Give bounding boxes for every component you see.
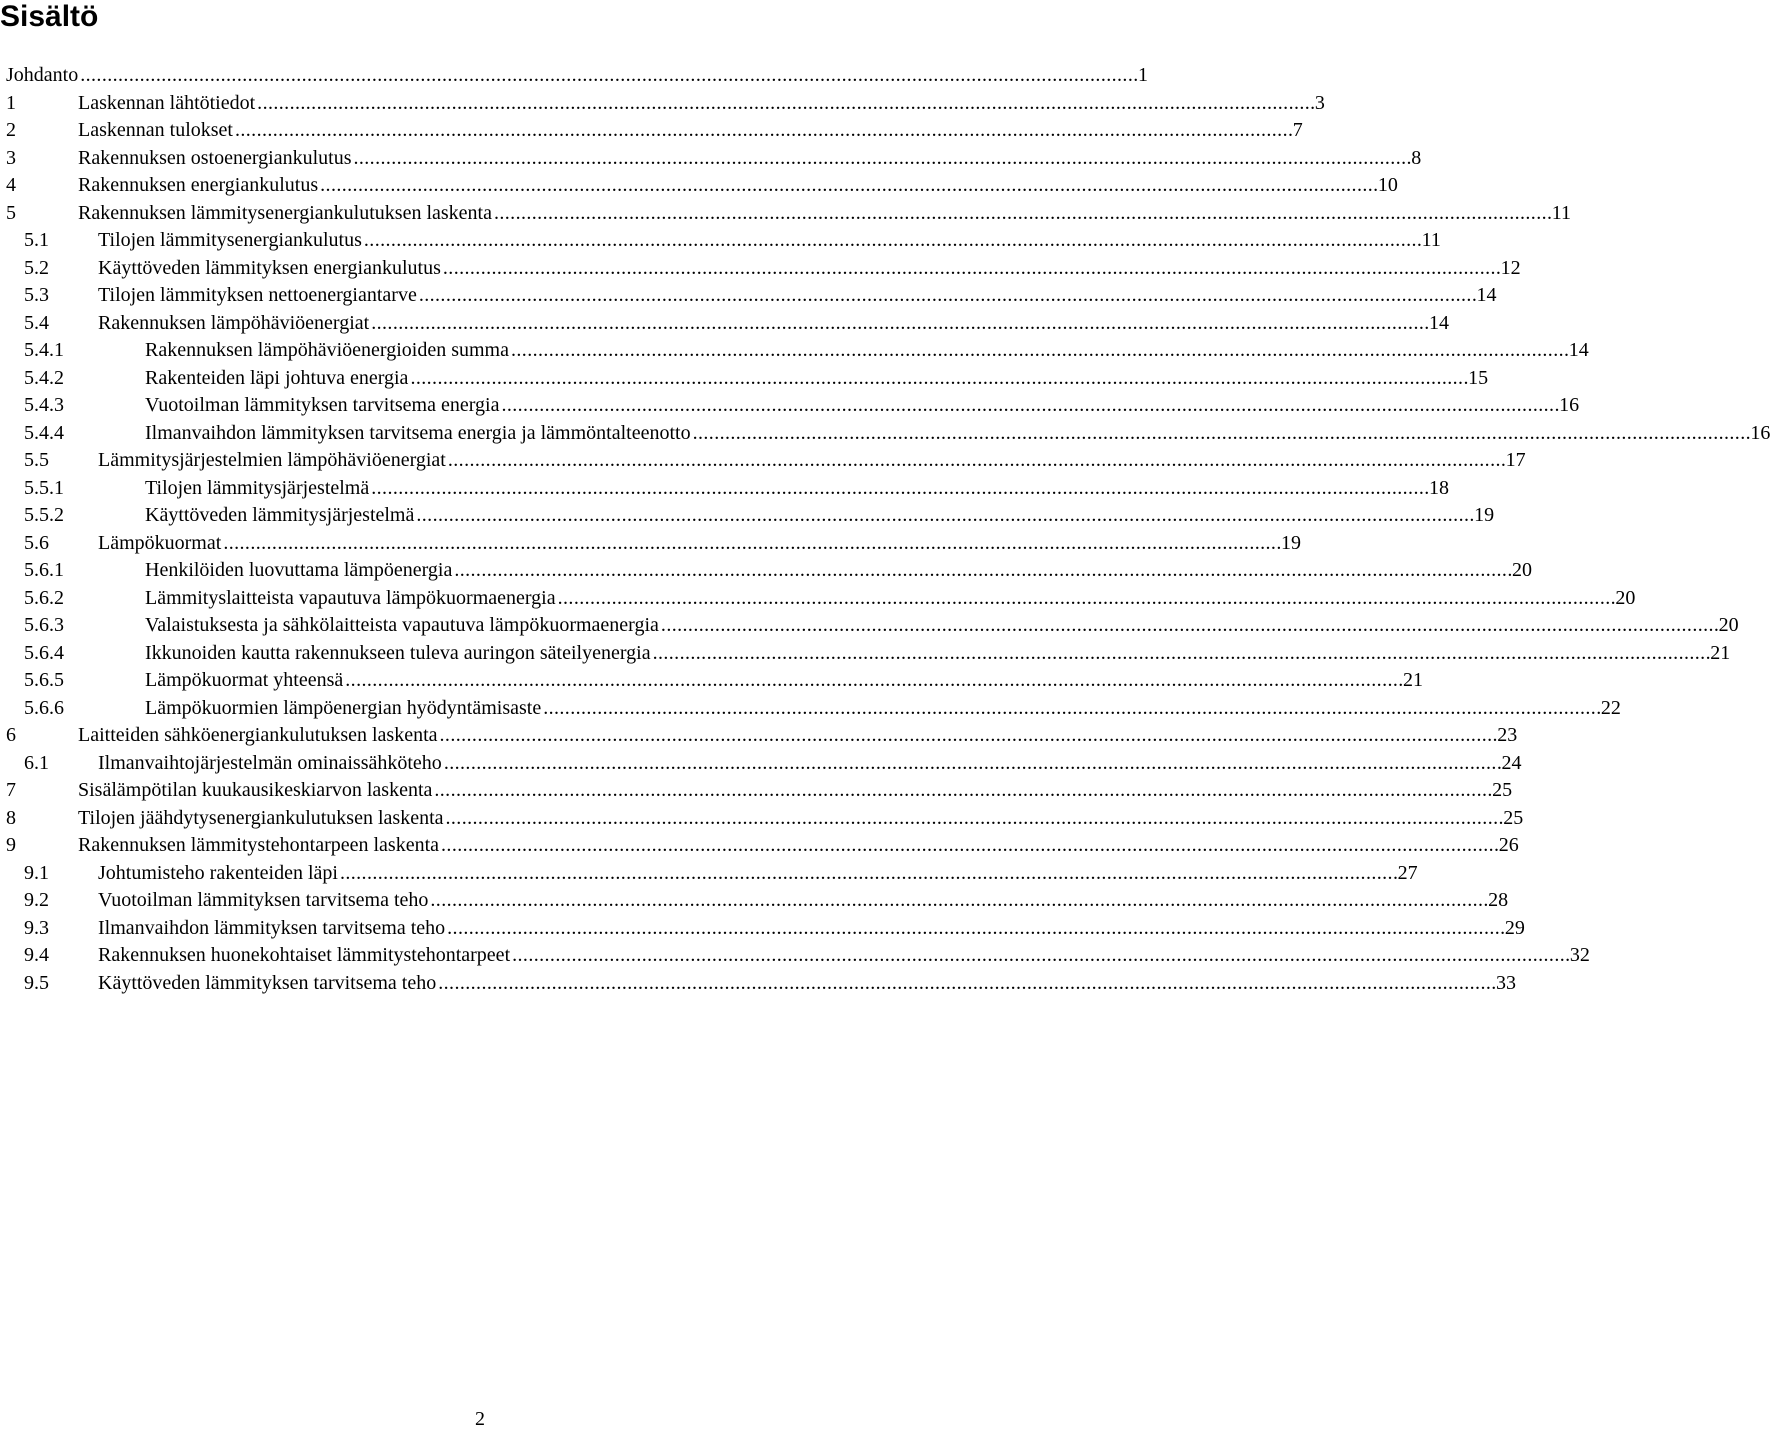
toc-entry-number: 9.1 bbox=[24, 861, 49, 884]
dot-leader bbox=[438, 970, 1494, 997]
toc-entry-row bbox=[78, 200, 1571, 227]
toc-entry-title: Rakenteiden läpi johtuva energia bbox=[145, 366, 409, 389]
toc-entry-page: 11 bbox=[1551, 201, 1571, 224]
toc-entry-page: 8 bbox=[1411, 146, 1422, 169]
toc-entry[interactable] bbox=[6, 530, 1302, 558]
toc-entry-number: 5.4.1 bbox=[24, 339, 64, 361]
toc-entry-row bbox=[98, 915, 1525, 942]
toc-entry-title: Lämpökuormien lämpöenergian hyödyntämisaste bbox=[145, 696, 542, 719]
toc-entry-row bbox=[78, 777, 1513, 804]
toc-entry[interactable] bbox=[6, 970, 1516, 998]
toc-entry-number: 5.4.3 bbox=[24, 394, 64, 416]
toc-entry[interactable] bbox=[6, 200, 1571, 228]
toc-entry-page: 24 bbox=[1501, 751, 1522, 774]
toc-entry[interactable] bbox=[6, 832, 1519, 860]
toc-entry[interactable] bbox=[6, 62, 1148, 90]
toc-entry-number: 5.6.3 bbox=[24, 614, 64, 636]
toc-entry-row bbox=[6, 62, 1148, 89]
toc-entry-number: 5.6.1 bbox=[24, 559, 64, 581]
dot-leader bbox=[511, 337, 1567, 364]
toc-entry-number: 3 bbox=[6, 146, 16, 169]
toc-entry-row bbox=[78, 805, 1524, 832]
toc-entry-row bbox=[145, 365, 1489, 392]
toc-entry-title: Käyttöveden lämmityksen tarvitsema teho bbox=[98, 971, 437, 994]
toc-entry-title: Rakennuksen huonekohtaiset lämmitystehontarpeet bbox=[98, 944, 511, 966]
toc-entry-page: 20 bbox=[1615, 586, 1636, 609]
toc-entry-row bbox=[145, 640, 1731, 667]
toc-entry-title: Käyttöveden lämmitysjärjestelmä bbox=[145, 504, 415, 526]
toc-entry-page: 14 bbox=[1428, 311, 1449, 334]
toc-entry-title: Ilmanvaihdon lämmityksen tarvitsema teho bbox=[98, 916, 446, 939]
dot-leader bbox=[447, 915, 1503, 942]
dot-leader bbox=[558, 585, 1614, 612]
toc-entry-title: Laitteiden sähköenergiankulutuksen laskenta bbox=[78, 724, 438, 746]
toc-entry[interactable] bbox=[6, 667, 1423, 695]
toc-entry-title: Lämmitysjärjestelmien lämpöhäviöenergiat bbox=[98, 449, 446, 471]
dot-leader bbox=[353, 145, 1409, 172]
toc-entry-page: 16 bbox=[1559, 394, 1580, 416]
toc-entry-row bbox=[145, 557, 1533, 584]
toc-entry-page: 12 bbox=[1500, 256, 1521, 279]
toc-entry-page: 20 bbox=[1512, 559, 1533, 581]
toc-entry-title: Rakennuksen ostoenergiankulutus bbox=[78, 146, 352, 169]
toc-entry-number: 9.5 bbox=[24, 971, 49, 994]
toc-entry[interactable] bbox=[6, 282, 1497, 310]
toc-entry-title: Vuotoilman lämmityksen tarvitsema teho bbox=[98, 889, 429, 911]
toc-entry-title: Lämpökuormat bbox=[98, 531, 222, 554]
toc-entry-title: Rakennuksen lämpöhäviöenergiat bbox=[98, 311, 370, 334]
toc-entry[interactable] bbox=[6, 942, 1590, 970]
toc-entry[interactable] bbox=[6, 557, 1533, 585]
dot-leader bbox=[364, 227, 1420, 254]
toc-entry-row bbox=[145, 585, 1636, 612]
toc-entry-page: 21 bbox=[1403, 669, 1423, 691]
toc-entry-row bbox=[78, 832, 1519, 859]
toc-entry-page: 19 bbox=[1281, 531, 1302, 554]
toc-entry-row bbox=[145, 667, 1423, 694]
dot-leader bbox=[434, 777, 1490, 804]
toc-entry-number: 7 bbox=[6, 779, 16, 801]
toc-entry-number: 5.4 bbox=[24, 311, 49, 334]
toc-entry-row bbox=[98, 310, 1449, 337]
toc-entry-title: Käyttöveden lämmityksen energiankulutus bbox=[98, 256, 441, 279]
toc-entry-number: 2 bbox=[6, 119, 16, 141]
toc-entry[interactable] bbox=[6, 805, 1524, 833]
toc-entry-title: Rakennuksen lämmitystehontarpeen laskenta bbox=[78, 834, 440, 856]
toc-entry[interactable] bbox=[6, 365, 1489, 393]
toc-entry[interactable] bbox=[6, 860, 1418, 888]
toc-entry-page: 14 bbox=[1476, 284, 1497, 306]
toc-entry-page: 29 bbox=[1504, 916, 1525, 939]
dot-leader bbox=[223, 530, 1279, 557]
toc-entry-number: 5.4.2 bbox=[24, 366, 64, 389]
dot-leader bbox=[410, 365, 1466, 392]
toc-entry[interactable] bbox=[6, 777, 1513, 805]
toc-entry-page: 32 bbox=[1569, 944, 1590, 966]
dot-leader bbox=[430, 887, 1486, 914]
dot-leader bbox=[440, 722, 1496, 749]
toc-entry-page: 25 bbox=[1503, 806, 1524, 829]
toc-entry-page: 1 bbox=[1137, 64, 1148, 86]
toc-entry[interactable] bbox=[6, 117, 1303, 145]
toc-entry-title: Johdanto bbox=[6, 64, 79, 86]
dot-leader bbox=[441, 832, 1497, 859]
toc-entry-number: 5.6.4 bbox=[24, 641, 64, 664]
dot-leader bbox=[80, 62, 1136, 89]
toc-entry-title: Ilmanvaihdon lämmityksen tarvitsema energia ja lämmöntalteenotto bbox=[145, 421, 691, 444]
toc-entry-number: 9.4 bbox=[24, 944, 49, 966]
toc-entry-row bbox=[78, 145, 1422, 172]
toc-entry-row bbox=[145, 475, 1449, 502]
dot-leader bbox=[320, 172, 1376, 199]
toc-entry-number: 9.3 bbox=[24, 916, 49, 939]
dot-leader bbox=[661, 612, 1717, 639]
toc-entry-page: 11 bbox=[1421, 229, 1441, 251]
toc-entry-number: 9.2 bbox=[24, 889, 49, 911]
toc-entry-number: 5.1 bbox=[24, 229, 49, 251]
toc-entry-row bbox=[98, 887, 1509, 914]
toc-entry-page: 26 bbox=[1498, 834, 1519, 856]
toc-entry-title: Tilojen lämmitysjärjestelmä bbox=[145, 476, 370, 499]
toc-entry-row bbox=[98, 530, 1302, 557]
toc-entry-row bbox=[98, 970, 1516, 997]
dot-leader bbox=[454, 557, 1510, 584]
toc-entry-title: Johtumisteho rakenteiden läpi bbox=[98, 861, 338, 884]
toc-entry-row bbox=[145, 612, 1739, 639]
toc-entry-page: 18 bbox=[1428, 476, 1449, 499]
dot-leader bbox=[235, 117, 1291, 144]
dot-leader bbox=[501, 392, 1557, 419]
toc-entry[interactable] bbox=[6, 502, 1495, 530]
toc-entry[interactable] bbox=[6, 172, 1398, 200]
toc-entry-page: 22 bbox=[1600, 696, 1621, 719]
toc-entry[interactable] bbox=[6, 227, 1441, 255]
toc-entry-title: Lämmityslaitteista vapautuva lämpökuormaenergia bbox=[145, 586, 556, 609]
toc-entry-number: 9 bbox=[6, 834, 16, 856]
page-number: 2 bbox=[475, 1408, 485, 1430]
toc-entry-title: Laskennan lähtötiedot bbox=[78, 91, 256, 114]
toc-entry-page: 23 bbox=[1497, 724, 1518, 746]
toc-entry-title: Vuotoilman lämmityksen tarvitsema energia bbox=[145, 394, 500, 416]
toc-entry-title: Henkilöiden luovuttama lämpöenergia bbox=[145, 559, 453, 581]
toc-entry[interactable] bbox=[6, 585, 1636, 613]
toc-entry-row bbox=[78, 90, 1325, 117]
dot-leader bbox=[693, 420, 1749, 447]
toc-entry-page: 25 bbox=[1492, 779, 1513, 801]
toc-entry-number: 6.1 bbox=[24, 751, 49, 774]
toc-entry-row bbox=[145, 337, 1589, 364]
toc-entry[interactable] bbox=[6, 915, 1525, 943]
toc-entry-number: 5.6.5 bbox=[24, 669, 64, 691]
toc-entry-number: 5.5.1 bbox=[24, 476, 64, 499]
toc-entry-row bbox=[98, 227, 1441, 254]
dot-leader bbox=[494, 200, 1550, 227]
dot-leader bbox=[340, 860, 1396, 887]
page-title: Sisältö bbox=[0, 0, 99, 33]
toc-entry-page: 27 bbox=[1397, 861, 1418, 884]
toc-entry-number: 6 bbox=[6, 724, 16, 746]
toc-entry[interactable] bbox=[6, 722, 1518, 750]
toc-entry[interactable] bbox=[6, 255, 1521, 283]
toc-entry-row bbox=[98, 255, 1521, 282]
toc-entry-number: 5.3 bbox=[24, 284, 49, 306]
toc-entry-row bbox=[78, 172, 1398, 199]
dot-leader bbox=[371, 310, 1427, 337]
toc-entry-number: 5.5 bbox=[24, 449, 49, 471]
toc-entry-title: Lämpökuormat yhteensä bbox=[145, 669, 344, 691]
toc-entry-row bbox=[145, 502, 1495, 529]
toc-entry-row bbox=[145, 392, 1580, 419]
toc-entry-row bbox=[98, 942, 1590, 969]
toc-entry-row bbox=[98, 860, 1418, 887]
toc-entry-number: 5.2 bbox=[24, 256, 49, 279]
dot-leader bbox=[448, 447, 1504, 474]
toc-entry-number: 5.4.4 bbox=[24, 421, 64, 444]
toc-entry-page: 28 bbox=[1488, 889, 1509, 911]
toc-entry[interactable] bbox=[6, 310, 1449, 338]
toc-entry-page: 14 bbox=[1568, 339, 1589, 361]
toc-entry-title: Ilmanvaihtojärjestelmän ominaissähköteho bbox=[98, 751, 442, 774]
toc-entry[interactable] bbox=[6, 420, 1770, 448]
toc-entry-row bbox=[98, 447, 1526, 474]
toc-entry-number: 8 bbox=[6, 806, 16, 829]
toc-entry[interactable] bbox=[6, 475, 1449, 503]
toc-entry-page: 7 bbox=[1292, 119, 1303, 141]
toc-entry[interactable] bbox=[6, 640, 1731, 668]
toc-entry-title: Tilojen jäähdytysenergiankulutuksen laskenta bbox=[78, 806, 444, 829]
toc-entry[interactable] bbox=[6, 612, 1739, 640]
toc-entry-page: 21 bbox=[1710, 641, 1731, 664]
toc-entry-title: Laskennan tulokset bbox=[78, 119, 233, 141]
toc-entry-page: 33 bbox=[1495, 971, 1516, 994]
dot-leader bbox=[512, 942, 1568, 969]
toc-entry-page: 3 bbox=[1314, 91, 1325, 114]
toc-entry[interactable] bbox=[6, 750, 1522, 778]
toc-entry-row bbox=[78, 722, 1518, 749]
dot-leader bbox=[257, 90, 1313, 117]
dot-leader bbox=[543, 695, 1599, 722]
toc-entry[interactable] bbox=[6, 447, 1526, 475]
toc-entry-number: 5.6.2 bbox=[24, 586, 64, 609]
toc-entry-title: Sisälämpötilan kuukausikeskiarvon laskenta bbox=[78, 779, 433, 801]
toc-entry-page: 16 bbox=[1750, 421, 1770, 444]
dot-leader bbox=[416, 502, 1472, 529]
toc-entry-page: 19 bbox=[1474, 504, 1495, 526]
table-of-contents bbox=[6, 62, 1770, 997]
toc-entry[interactable] bbox=[6, 887, 1509, 915]
dot-leader bbox=[446, 805, 1502, 832]
toc-entry-number: 4 bbox=[6, 174, 16, 196]
dot-leader bbox=[345, 667, 1401, 694]
dot-leader bbox=[419, 282, 1475, 309]
toc-entry-page: 20 bbox=[1718, 614, 1739, 636]
dot-leader bbox=[653, 640, 1709, 667]
toc-entry-title: Tilojen lämmityksen nettoenergiantarve bbox=[98, 284, 417, 306]
toc-entry[interactable] bbox=[6, 695, 1621, 723]
dot-leader bbox=[443, 255, 1499, 282]
toc-entry[interactable] bbox=[6, 90, 1325, 118]
toc-entry[interactable] bbox=[6, 145, 1422, 173]
toc-entry[interactable] bbox=[6, 392, 1580, 420]
toc-entry-page: 17 bbox=[1505, 449, 1526, 471]
toc-entry-number: 5 bbox=[6, 201, 16, 224]
toc-entry-title: Valaistuksesta ja sähkölaitteista vapautuva lämpökuormaenergia bbox=[145, 614, 659, 636]
toc-entry-title: Tilojen lämmitysenergiankulutus bbox=[98, 229, 362, 251]
toc-entry-number: 5.6.6 bbox=[24, 696, 64, 719]
toc-entry-row bbox=[98, 282, 1497, 309]
toc-entry-number: 1 bbox=[6, 91, 16, 114]
toc-entry[interactable] bbox=[6, 337, 1589, 365]
toc-entry-title: Ikkunoiden kautta rakennukseen tuleva auringon säteilyenergia bbox=[145, 641, 651, 664]
toc-entry-title: Rakennuksen lämmitysenergiankulutuksen laskenta bbox=[78, 201, 492, 224]
toc-entry-number: 5.6 bbox=[24, 531, 49, 554]
toc-entry-title: Rakennuksen energiankulutus bbox=[78, 174, 319, 196]
toc-entry-page: 15 bbox=[1468, 366, 1489, 389]
toc-entry-page: 10 bbox=[1377, 174, 1398, 196]
toc-entry-title: Rakennuksen lämpöhäviöenergioiden summa bbox=[145, 339, 509, 361]
dot-leader bbox=[371, 475, 1427, 502]
dot-leader bbox=[444, 750, 1500, 777]
toc-entry-row bbox=[145, 420, 1770, 447]
toc-entry-row bbox=[78, 117, 1303, 144]
toc-entry-row bbox=[98, 750, 1522, 777]
toc-entry-number: 5.5.2 bbox=[24, 504, 64, 526]
toc-entry-row bbox=[145, 695, 1621, 722]
